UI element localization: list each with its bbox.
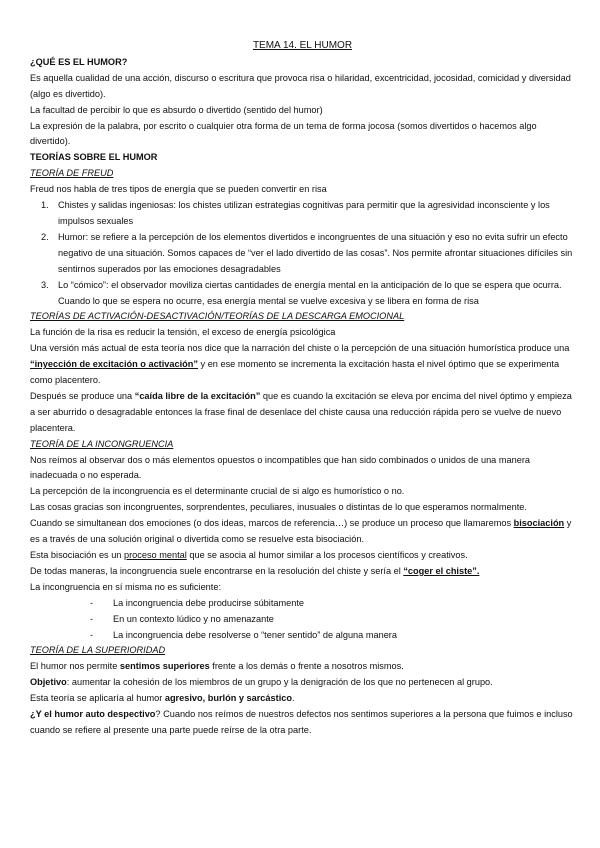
emphasis-text: sentimos superiores <box>119 661 210 672</box>
emphasis-text: proceso mental <box>123 550 187 560</box>
paragraph <box>30 691 575 707</box>
emphasis-text: humor auto despectivo <box>54 709 156 720</box>
list-item <box>30 198 575 230</box>
list-item-text: Chistes y salidas ingeniosas: los chistes utilizan estrategias cognitivas para permitir que la agresividad inconsciente y los impulsos sexuales <box>58 200 550 226</box>
paragraph <box>30 548 575 564</box>
dash-bullet: - <box>90 613 94 624</box>
list-item <box>30 230 575 278</box>
list-number: 2. <box>41 231 49 242</box>
text-run: El humor nos permite <box>30 661 120 672</box>
paragraph: La incongruencia en sí misma no es suficiente: <box>30 581 221 592</box>
list-item-text: La incongruencia debe resolverse o “tener sentido” de alguna manera <box>113 629 397 640</box>
subheading-incongruencia: TEORÍA DE LA INCONGRUENCIA <box>30 438 174 449</box>
paragraph <box>30 659 575 675</box>
emphasis-text: agresivo, burlón y sarcástico <box>164 693 292 704</box>
text-run: frente a los demás o frente a nosotros mismos. <box>209 661 404 672</box>
document-page <box>30 38 575 739</box>
paragraph <box>30 341 575 389</box>
text-run: . <box>291 693 295 704</box>
heading-teorias: TEORÍAS SOBRE EL HUMOR <box>30 152 158 163</box>
text-run: De todas maneras, la incongruencia suele encontrarse en la resolución del chiste y sería el <box>30 565 404 576</box>
paragraph: Es aquella cualidad de una acción, discurso o escritura que provoca risa o hilaridad, excentricidad, jocosidad, comicidad y diversidad (algo es divertido). <box>30 72 571 99</box>
list-item-text: Humor: se refiere a la percepción de los elementos divertidos e incongruentes de una situación y eso no evita sufrir un efecto negativo de una situación. Somos capaces de “ver el lado divertido de las cosas”. Nos permite afrontar situaciones difíciles sin sentirnos superados por las emociones desagradables <box>58 231 573 274</box>
paragraph <box>30 707 575 739</box>
paragraph: La percepción de la incongruencia es el determinante crucial de si algo es humorístico o no. <box>30 486 405 497</box>
text-run: y es a través de una solución original o divertida como se resuelve esta bisociación. <box>30 518 572 545</box>
emphasis-text: bisociación <box>513 518 565 529</box>
list-item <box>30 628 575 644</box>
paragraph <box>30 389 575 437</box>
emphasis-text: “inyección de excitación o activación” <box>30 359 198 370</box>
paragraph <box>30 675 575 691</box>
document-title: TEMA 14. EL HUMOR <box>252 40 353 51</box>
subheading-freud: TEORÍA DE FREUD <box>30 168 114 179</box>
heading-que-es-humor: ¿QUÉ ES EL HUMOR? <box>30 56 128 67</box>
paragraph: Las cosas gracias son incongruentes, sorprendentes, peculiares, inusuales o distintas de lo que esperamos normalmente. <box>30 502 527 513</box>
subheading-superioridad: TEORÍA DE LA SUPERIORIDAD <box>30 645 166 656</box>
text-run: Una versión más actual de esta teoría nos dice que la narración del chiste o la percepción de una situación humorística produce una <box>30 343 570 354</box>
emphasis-text: “coger el chiste”. <box>403 565 480 576</box>
emphasis-text: “caída libre de la excitación” <box>134 390 261 401</box>
list-number: 1. <box>41 200 49 211</box>
subheading-activacion: TEORÍAS DE ACTIVACIÓN-DESACTIVACIÓN/TEORÍAS DE LA DESCARGA EMOCIONAL <box>30 311 405 322</box>
text-run: ? Cuando nos reímos de nuestros defectos nos sentimos superiores a la persona que fuimos e incluso cuando se refiere al presente una parte puede reírse de la otra parte. <box>30 709 573 735</box>
incongruence-list <box>30 596 575 644</box>
text-run: que se asocia al humor similar a los procesos científicos y creativos. <box>186 550 468 560</box>
paragraph: Nos reímos al observar dos o más elementos opuestos o incompatibles que han sido combinados o unidos de una manera inadecuada o no esperada. <box>30 454 530 481</box>
list-item <box>30 596 575 612</box>
paragraph <box>30 516 575 548</box>
list-number: 3. <box>41 279 49 290</box>
paragraph: La función de la risa es reducir la tensión, el exceso de energía psicológica <box>30 327 336 338</box>
list-item <box>30 612 575 628</box>
paragraph: La expresión de la palabra, por escrito o cualquier otra forma de un tema de forma jocosa (somos divertidos o hacemos algo divertido). <box>30 120 537 147</box>
list-item <box>30 278 575 310</box>
emphasis-text: ¿Y el <box>30 709 55 720</box>
list-item-text: La incongruencia debe producirse súbitamente <box>113 597 305 608</box>
list-item-text: En un contexto lúdico y no amenazante <box>113 613 274 624</box>
emphasis-text: Objetivo <box>30 677 67 688</box>
text-run: y en ese momento se incrementa la excitación hasta el nivel óptimo que se experimenta como placentero. <box>30 359 560 386</box>
text-run: que es cuando la excitación se eleva por encima del nivel óptimo y empieza a ser aburrido o desagradable entonces la frase final de desenlace del chiste causa una reducción rápida pero se vuelve de nuevo placentera. <box>30 390 572 433</box>
paragraph <box>30 564 575 580</box>
paragraph: Freud nos habla de tres tipos de energía que se pueden convertir en risa <box>30 184 327 195</box>
list-item-text: Lo “cómico”: el observador moviliza ciertas cantidades de energía mental en la anticipación de lo que se espera que ocurra. Cuando lo que se espera no ocurre, esa energía mental se vuelve excesiva y se libera en forma de risa <box>58 279 562 306</box>
freud-list <box>30 198 575 309</box>
dash-bullet: - <box>90 597 94 608</box>
text-run: Cuando se simultanean dos emociones (o dos ideas, marcos de referencia…) se produce un proceso que llamaremos <box>30 518 514 529</box>
paragraph: La facultad de percibir lo que es absurdo o divertido (sentido del humor) <box>30 104 323 115</box>
text-run: : aumentar la cohesión de los miembros de un grupo y la denigración de los que no pertenecen al grupo. <box>66 677 493 688</box>
text-run: Esta teoría se aplicaría al humor <box>30 693 165 704</box>
dash-bullet: - <box>90 629 94 640</box>
text-run: Esta bisociación es un <box>30 550 124 560</box>
text-run: Después se produce una <box>30 390 135 401</box>
